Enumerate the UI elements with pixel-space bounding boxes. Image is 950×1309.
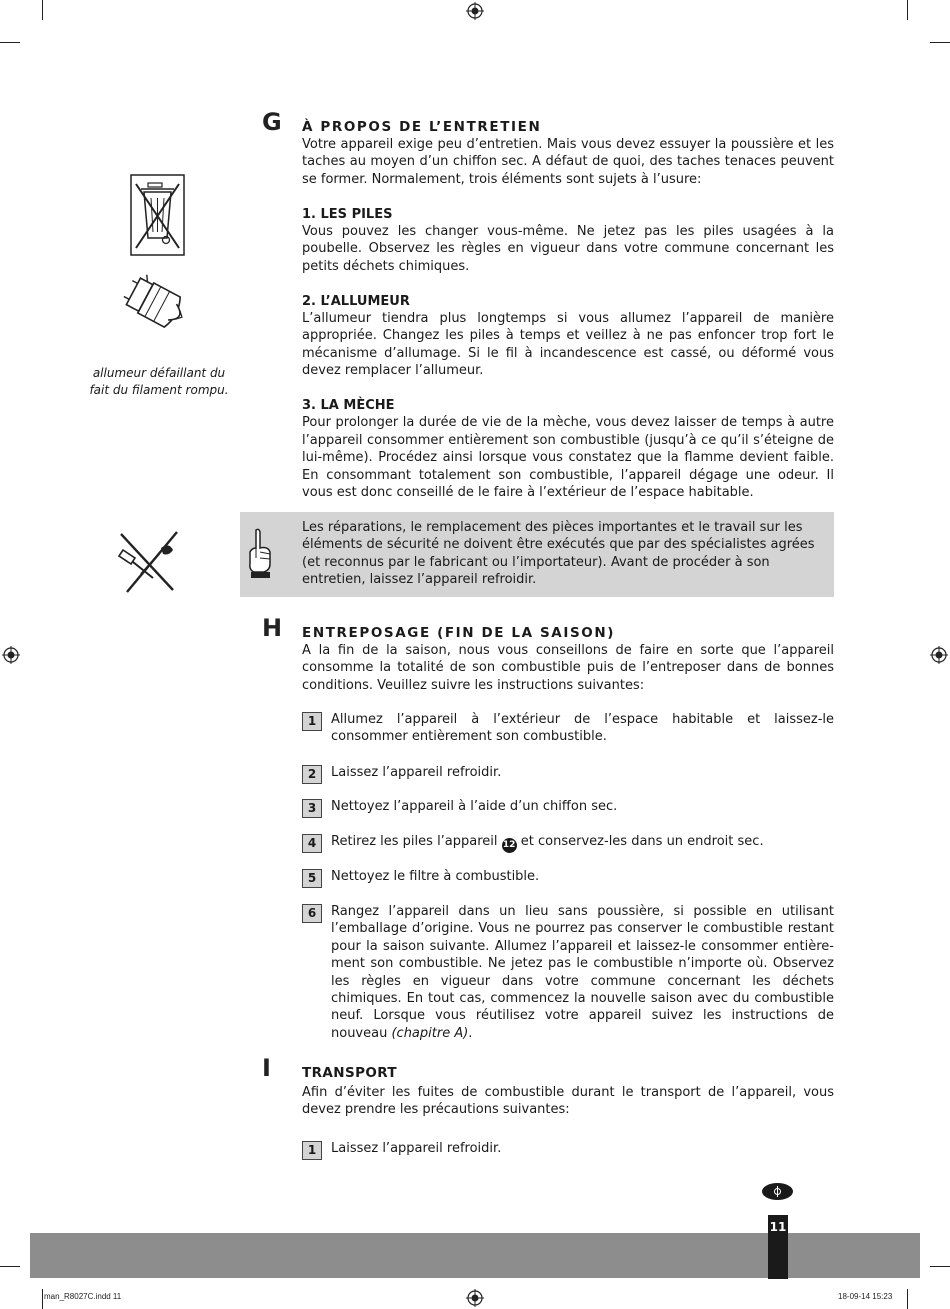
step-text: Allumez l’appareil à l’extérieur de l’espace habitable et laissez-le consommer entièrement son combustible. xyxy=(331,712,834,745)
registration-mark-icon xyxy=(466,2,484,20)
section-heading-i: TRANSPORT xyxy=(302,1065,398,1081)
crop-mark xyxy=(907,0,908,20)
maintenance-item-wick xyxy=(302,397,834,501)
section-heading-h: ENTREPOSAGE (FIN DE LA SAISON) xyxy=(302,625,616,641)
maintenance-item-igniter xyxy=(302,293,834,380)
step-text: Laissez l’appareil refroidir. xyxy=(331,1141,502,1156)
language-badge-icon xyxy=(762,1183,793,1200)
crossed-tools-icon xyxy=(113,528,185,596)
registration-mark-icon xyxy=(930,646,948,664)
date-slug: 18-09-14 15:23 xyxy=(838,1292,893,1301)
crossed-out-wheelie-bin-icon xyxy=(130,174,185,256)
step-number: 5 xyxy=(302,869,322,888)
step-text: Laissez l’appareil refroidir. xyxy=(331,765,502,780)
section-letter-g: G xyxy=(262,108,282,136)
crop-mark xyxy=(907,1289,908,1309)
section-letter-h: H xyxy=(262,614,283,642)
section-g-intro: Votre appareil exige peu d’entretien. Mais vous devez essuyer la poussière et les taches au moyen d’un chiffon sec. A défaut de quoi, des taches tenaces peuvent se former. Normalement, trois éléments sont sujets à l’usure: xyxy=(302,137,834,187)
step-text-tail: . xyxy=(468,1025,473,1041)
pointing-hand-icon xyxy=(246,528,274,580)
step-number: 3 xyxy=(302,799,322,818)
crop-mark xyxy=(930,42,950,43)
item-text: Pour prolonger la durée de vie de la mèche, vous devez laisser de temps à autre l’appareil consommer entièrement son combustible (jusqu’à ce qu’il s’éteigne de lui-même). Procédez ainsi lorsque vous constatez que la flamme devient faible. En consommant totalement son combustible, l’appareil dégage une odeur. Il vous est donc conseillé de le faire à l’extérieur de l’espace habitable. xyxy=(302,415,834,501)
step-text: Nettoyez l’appareil à l’aide d’un chiffon sec. xyxy=(331,799,618,814)
crop-mark xyxy=(0,42,20,43)
file-slug: man_R8027C.indd 11 xyxy=(44,1292,122,1301)
crop-mark xyxy=(930,1266,950,1267)
step-number: 2 xyxy=(302,765,322,784)
step-number: 6 xyxy=(302,904,322,923)
registration-mark-icon xyxy=(466,1289,484,1307)
section-g-body xyxy=(302,136,834,501)
step-text xyxy=(331,903,834,1042)
step-number: 1 xyxy=(302,1141,322,1160)
section-i-intro: Afin d’éviter les fuites de combustible durant le transport de l’appareil, vous devez prendre les précautions suivantes: xyxy=(302,1085,834,1118)
language-flag-icon xyxy=(762,1183,793,1200)
chapter-reference: (chapitre A) xyxy=(391,1025,469,1041)
step-text-main: Rangez l’appareil dans un lieu sans poussière, si possible en utilisant l’emballage d’origine. Vous ne pourrez pas conserver le combustible restant pour la saison suivante. Allumez l’appareil et laissez-le consommer entière-ment son combustible. Ne jetez pas le combustible n’importe où. Observez les règles en vigueur dans votre commune concernant les déchets chimiques. En tout cas, commencez la nouvelle saison avec du combustible neuf. Lorsque vous réutilisez votre appareil suivez les instructions de nouveau xyxy=(331,904,834,1041)
item-title: 2. L’ALLUMEUR xyxy=(302,293,410,309)
figure-reference-badge: 12 xyxy=(502,838,517,853)
section-h-intro: A la fin de la saison, nous vous conseillons de faire en sorte que l’appareil consomme la totalité de son combustible puis de l’entreposer dans de bonnes conditions. Veuillez suivre les instructions suivantes: xyxy=(302,643,834,693)
step-text-before: Retirez les piles l’appareil xyxy=(331,834,502,849)
item-title: 3. LA MÈCHE xyxy=(302,398,395,414)
step-number: 4 xyxy=(302,834,322,853)
page-number: 11 xyxy=(768,1215,788,1279)
section-letter-i: I xyxy=(262,1054,271,1082)
crop-mark xyxy=(42,1289,43,1309)
item-title: 1. LES PILES xyxy=(302,206,393,222)
registration-mark-icon xyxy=(2,646,20,664)
item-text: L’allumeur tiendra plus longtemps si vous allumez l’appareil de manière appropriée. Changez les piles à temps et veillez à ne pas enfoncer trop fort le mécanisme d’allumage. Si le fil à incandescence est cassé, ou déformé vous devez remplacer l’allumeur. xyxy=(302,311,834,379)
item-text: Vous pouvez les changer vous-même. Ne jetez pas les piles usagées à la poubelle. Observez les règles en vigueur dans votre commune concernant les petits déchets chimiques. xyxy=(302,224,834,274)
step-text xyxy=(331,833,834,853)
crop-mark xyxy=(42,0,43,20)
step-text-after: et conservez-les dans un endroit sec. xyxy=(516,834,764,849)
crop-mark xyxy=(0,1266,20,1267)
warning-note-text: Les réparations, le remplacement des pièces importantes et le travail sur les éléments de sécurité ne doivent être exécutés que par des spécialistes agrées (et reconnus par le fabricant ou l’importateur). Avant de procéder à son entretien, laissez l’appareil refroidir. xyxy=(302,520,815,588)
igniter-plug-icon xyxy=(112,270,207,340)
step-number: 1 xyxy=(302,712,322,731)
step-text: Nettoyez le filtre à combustible. xyxy=(331,869,540,884)
igniter-caption: allumeur défaillant du fait du filament rompu. xyxy=(89,366,229,397)
section-heading-g: À PROPOS DE L’ENTRETIEN xyxy=(302,119,542,135)
maintenance-item-batteries xyxy=(302,206,834,276)
